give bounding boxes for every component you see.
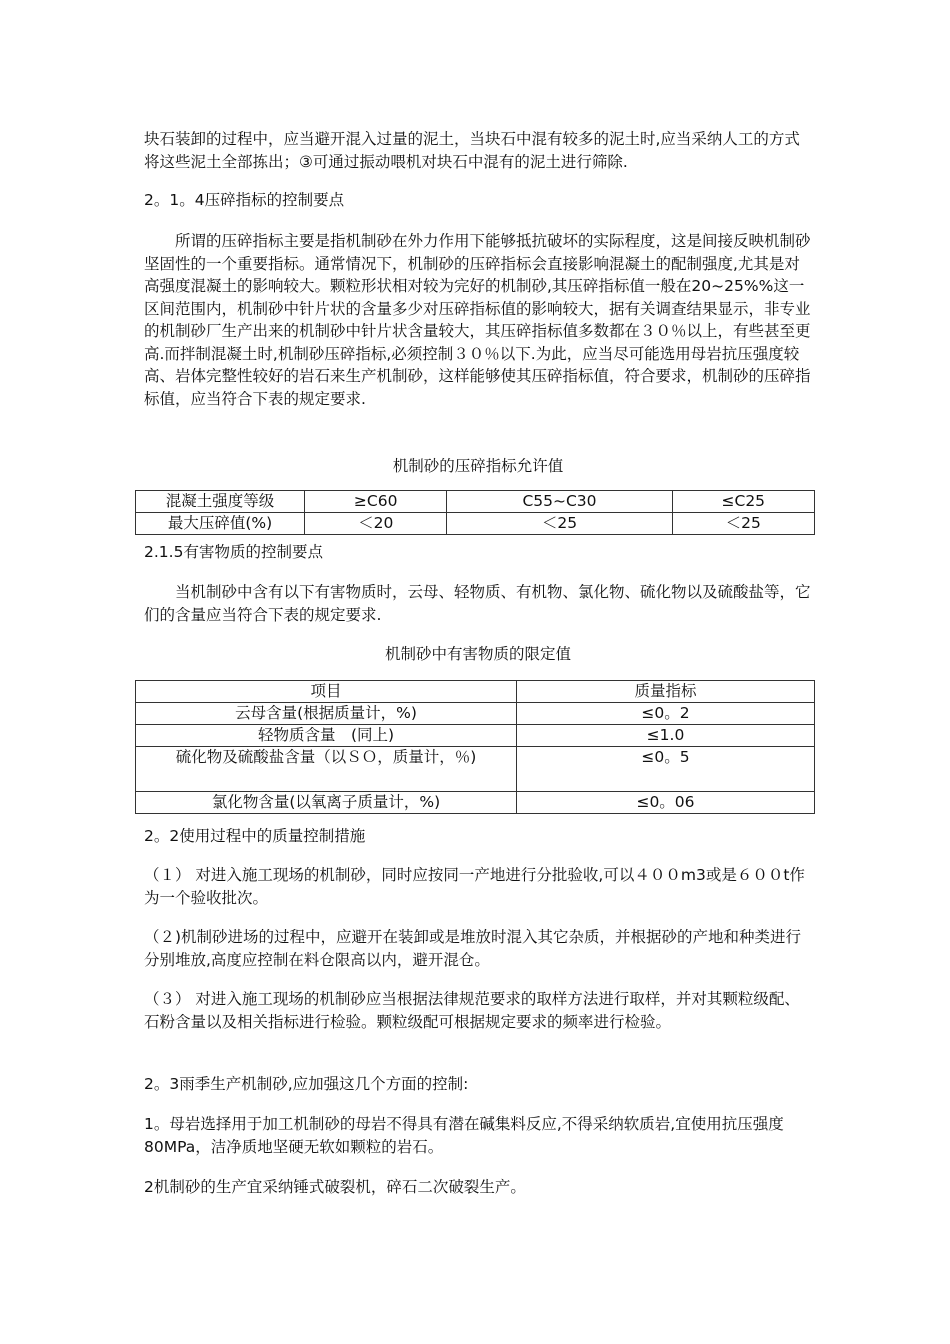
table-row: [136, 491, 815, 513]
table-row: [136, 725, 815, 747]
table-cell: ≤0。06: [517, 792, 815, 814]
table-cell: 轻物质含量 (同上): [136, 725, 517, 747]
heading-2-2: 2。2使用过程中的质量控制措施: [144, 827, 366, 845]
heading-2-1-5: 2.1.5有害物质的控制要点: [144, 543, 323, 561]
table-cell: ＜25: [447, 513, 672, 535]
table-cell: ＜25: [672, 513, 814, 535]
table-row: [136, 513, 815, 535]
table-row: [136, 681, 815, 703]
table-cell: ≤1.0: [517, 725, 815, 747]
heading-2-1-4: 2。1。4压碎指标的控制要点: [144, 191, 345, 209]
table-cell: 云母含量(根据质量计，%): [136, 703, 517, 725]
table-cell: ≤0。2: [517, 703, 815, 725]
paragraph-mud-removal: 块石装卸的过程中，应当避开混入过量的泥土，当块石中混有较多的泥土时,应当采纳人工的方式将这些泥土全部拣出；③可通过振动喂机对块石中混有的泥土进行筛除.: [144, 130, 800, 171]
table-cell: ＜20: [305, 513, 447, 535]
table-cell: 质量指标: [517, 681, 815, 703]
table-cell: 最大压碎值(%): [136, 513, 305, 535]
table-cell: 氯化物含量(以氧离子质量计，%): [136, 792, 517, 814]
table-cell: ≤0。5: [517, 747, 815, 792]
table-cell: 硫化物及硫酸盐含量（以ＳＯ，质量计，％): [136, 747, 517, 792]
crushing-index-table: [135, 490, 815, 535]
table-row: [136, 747, 815, 792]
table-row: [136, 703, 815, 725]
table-cell: C55~C30: [447, 491, 672, 513]
paragraph-measure-1: （１） 对进入施工现场的机制砂，同时应按同一产地进行分批验收,可以４００m3或是６００t作为一个验收批次。: [144, 866, 805, 907]
paragraph-measure-3: （３） 对进入施工现场的机制砂应当根据法律规范要求的取样方法进行取样，并对其颗粒级配、石粉含量以及相关指标进行检验。颗粒级配可根据规定要求的频率进行检验。: [144, 990, 800, 1031]
paragraph-rainy-1: 1。母岩选择用于加工机制砂的母岩不得具有潜在碱集料反应,不得采纳软质岩,宜使用抗压强度80MPa，洁净质地坚硬无软如颗粒的岩石。: [144, 1115, 784, 1156]
table-cell: 混凝土强度等级: [136, 491, 305, 513]
paragraph-crushing-index: 所谓的压碎指标主要是指机制砂在外力作用下能够抵抗破坏的实际程度，这是间接反映机制砂坚固性的一个重要指标。通常情况下，机制砂的压碎指标会直接影响混凝土的配制强度,尤其是对高强度混凝土的影响较大。颗粒形状相对较为完好的机制砂,其压碎指标值一般在20~25%%这一区间范围内，机制砂中针片状的含量多少对压碎指标值的影响较大，据有关调查结果显示，非专业的机制砂厂生产出来的机制砂中针片状含量较大，其压碎指标值多数都在３０％以上，有些甚至更高.而拌制混凝土时,机制砂压碎指标,必须控制３０％以下.为此，应当尽可能选用母岩抗压强度较高、岩体完整性较好的岩石来生产机制砂，这样能够使其压碎指标值，符合要求，机制砂的压碎指标值，应当符合下表的规定要求.: [144, 232, 811, 408]
heading-2-3: 2。3雨季生产机制砂,应加强这几个方面的控制:: [144, 1075, 469, 1093]
paragraph-rainy-2: 2机制砂的生产宜采纳锤式破裂机，碎石二次破裂生产。: [144, 1178, 526, 1196]
table-cell: 项目: [136, 681, 517, 703]
table-row: [136, 792, 815, 814]
paragraph-measure-2: （２)机制砂进场的过程中，应避开在装卸或是堆放时混入其它杂质，并根据砂的产地和种类进行分别堆放,高度应控制在料仓限高以内，避开混仓。: [144, 928, 802, 969]
table2-title: 机制砂中有害物质的限定值: [384, 645, 571, 663]
paragraph-harmful-substances: 当机制砂中含有以下有害物质时，云母、轻物质、有机物、氯化物、硫化物以及硫酸盐等，它们的含量应当符合下表的规定要求.: [144, 583, 811, 624]
harmful-substances-table: [135, 680, 815, 814]
table1-title: 机制砂的压碎指标允许值: [392, 457, 564, 475]
table-cell: ≤C25: [672, 491, 814, 513]
table-cell: ≥C60: [305, 491, 447, 513]
